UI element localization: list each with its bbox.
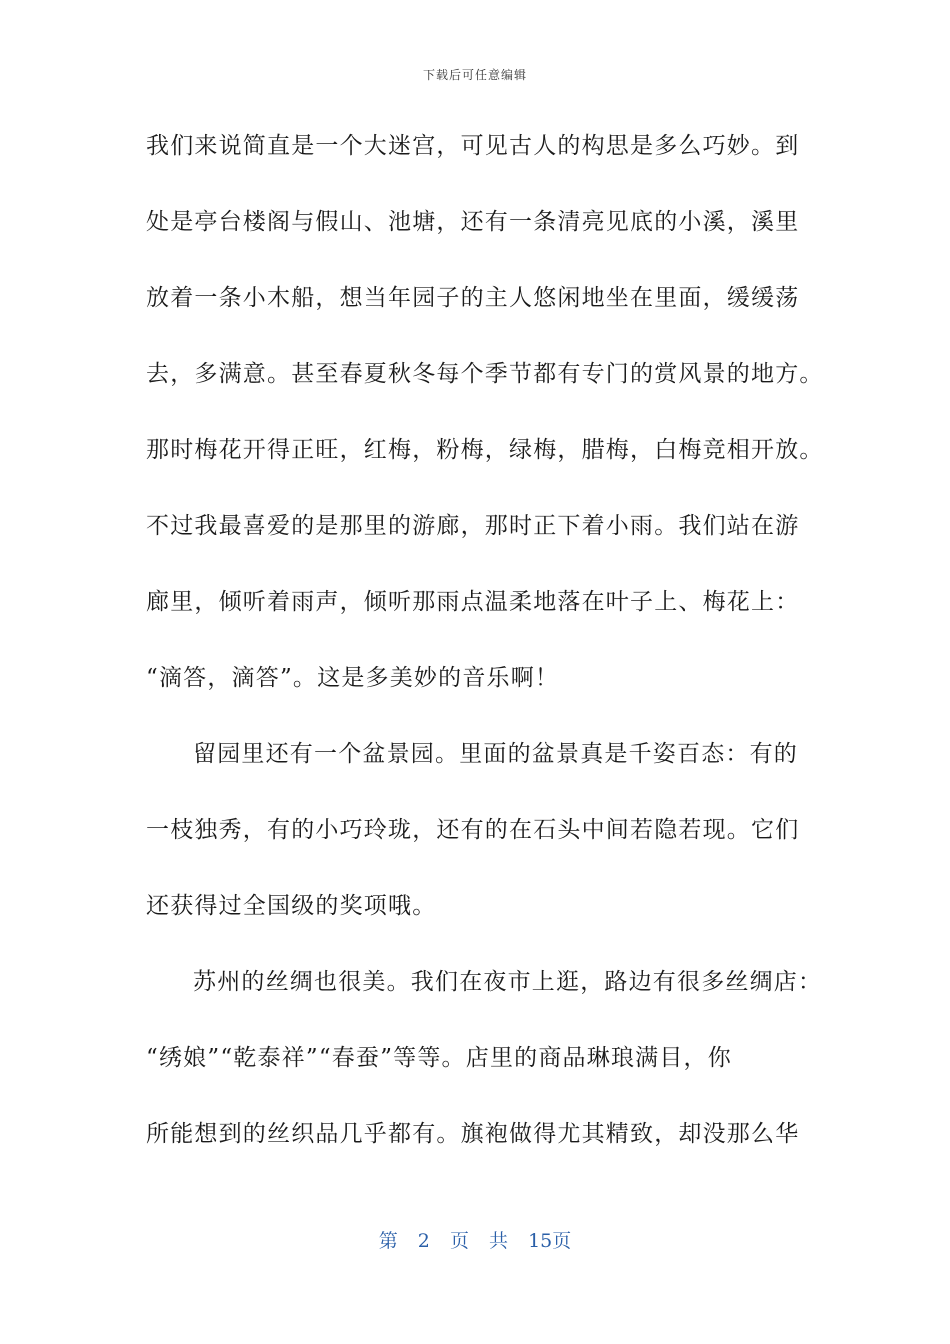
text-line: 去，多满意。甚至春夏秋冬每个季节都有专门的赏风景的地方。 — [146, 361, 824, 387]
footer-label-ye: 页 — [449, 1230, 469, 1252]
text-line: 不过我最喜爱的是那里的游廊，那时正下着小雨。我们站在游 — [146, 513, 800, 539]
text-line: 那时梅花开得正旺，红梅，粉梅，绿梅，腊梅，白梅竞相开放。 — [146, 437, 824, 463]
text-line: 还获得过全国级的奖项哦。 — [146, 893, 437, 919]
footer-total-pages: 15页 — [528, 1230, 572, 1252]
text-line: “滴答，滴答”。这是多美妙的音乐啊！ — [146, 665, 560, 691]
paragraph-first-line: 苏州的丝绸也很美。我们在夜市上逛，路边有很多丝绸店： — [193, 969, 823, 995]
text-line: 我们来说简直是一个大迷宫，可见古人的构思是多么巧妙。到 — [146, 133, 800, 159]
footer-label-gong: 共 — [489, 1230, 509, 1252]
text-line: 处是亭台楼阁与假山、池塘，还有一条清亮见底的小溪，溪里 — [146, 209, 800, 235]
paragraph-first-line: 留园里还有一个盆景园。里面的盆景真是千姿百态：有的 — [193, 741, 798, 767]
text-line: 一枝独秀，有的小巧玲珑，还有的在石头中间若隐若现。它们 — [146, 817, 800, 843]
text-line: 廊里，倾听着雨声，倾听那雨点温柔地落在叶子上、梅花上： — [146, 589, 800, 615]
footer-label-di: 第 — [378, 1230, 398, 1252]
text-line: 所能想到的丝织品几乎都有。旗袍做得尤其精致，却没那么华 — [146, 1121, 800, 1147]
page-header: 下载后可任意编辑 — [422, 68, 527, 82]
text-line: “绣娘”“乾泰祥”“春蚕”等等。店里的商品琳琅满目，你 — [146, 1045, 732, 1071]
page-number-footer — [0, 1226, 950, 1253]
text-line: 放着一条小木船，想当年园子的主人悠闲地坐在里面，缓缓荡 — [146, 285, 800, 311]
document-body — [146, 125, 824, 1189]
footer-current-page: 2 — [417, 1230, 430, 1252]
